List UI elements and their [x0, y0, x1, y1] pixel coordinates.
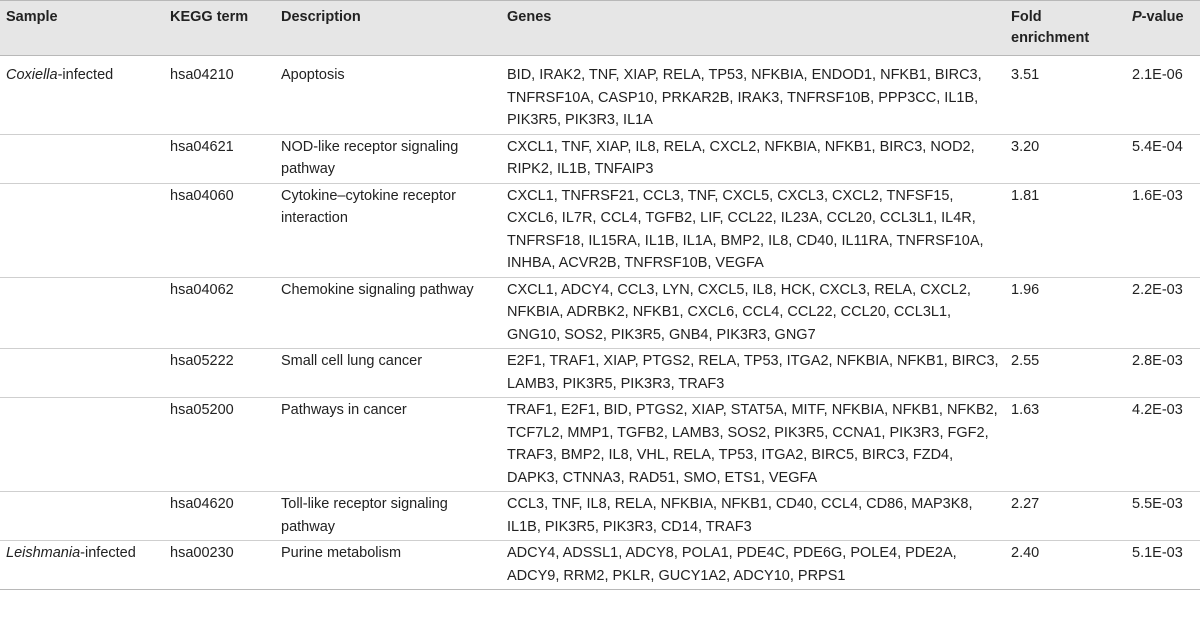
cell-p-value: 2.2E-03 [1132, 281, 1183, 298]
cell-sample [0, 277, 164, 349]
cell-fold-enrichment: 2.55 [1011, 353, 1040, 369]
cell-kegg-term: hsa04620 [170, 496, 234, 512]
cell-p-value: 5.4E-04 [1132, 138, 1183, 155]
table-row [0, 183, 1200, 277]
cell-sample [0, 134, 164, 183]
sample-organism: Leishmania [6, 545, 81, 561]
sample-suffix: -infected [57, 67, 114, 83]
cell-description: Chemokine signaling pathway [281, 281, 474, 298]
header-kegg-term: KEGG term [170, 9, 249, 25]
cell-kegg-term: hsa04060 [170, 187, 234, 204]
cell-description: Cytokine–cytokine receptor interaction [281, 187, 456, 226]
cell-sample [0, 398, 164, 492]
cell-fold-enrichment: 2.40 [1011, 545, 1040, 561]
cell-sample [0, 492, 164, 541]
header-p-letter: P [1132, 9, 1142, 25]
table-row [0, 56, 1200, 135]
cell-kegg-term: hsa04621 [170, 138, 234, 155]
cell-p-value: 2.8E-03 [1132, 353, 1183, 369]
cell-p-value: 1.6E-03 [1132, 187, 1183, 204]
cell-kegg-term: hsa05222 [170, 353, 234, 369]
header-description: Description [281, 9, 361, 25]
cell-sample [0, 541, 164, 590]
cell-p-value: 5.5E-03 [1132, 496, 1183, 512]
table-body [0, 56, 1200, 590]
cell-kegg-term: hsa04210 [170, 67, 234, 83]
table-row [0, 134, 1200, 183]
table-row [0, 492, 1200, 541]
cell-p-value: 5.1E-03 [1132, 545, 1183, 561]
table-row [0, 398, 1200, 492]
cell-genes: CXCL1, TNF, XIAP, IL8, RELA, CXCL2, NFKBIA, NFKB1, BIRC3, NOD2, RIPK2, IL1B, TNFAIP3 [507, 138, 975, 177]
sample-organism: Coxiella [6, 67, 58, 83]
cell-genes: ADCY4, ADSSL1, ADCY8, POLA1, PDE4C, PDE6G, POLE4, PDE2A, ADCY9, RRM2, PKLR, GUCY1A2, ADCY10, PRPS1 [507, 545, 957, 584]
table-header [0, 1, 1200, 56]
cell-genes: TRAF1, E2F1, BID, PTGS2, XIAP, STAT5A, MITF, NFKBIA, NFKB1, NFKB2, TCF7L2, MMP1, TGFB2, LAMB3, SOS2, PIK3R5, CCNA1, PIK3R3, FGF2, TRAF3, BMP2, IL8, VHL, RELA, TP53, ITGA2, BIRC5, BIRC3, FZD4, DAPK3, CTNNA3, RAD51, SMO, ETS1, VEGFA [507, 402, 998, 486]
cell-p-value: 2.1E-06 [1132, 67, 1183, 83]
cell-description: NOD-like receptor signaling pathway [281, 138, 459, 177]
table-row [0, 541, 1200, 590]
cell-fold-enrichment: 2.27 [1011, 496, 1040, 512]
cell-kegg-term: hsa05200 [170, 402, 234, 418]
cell-fold-enrichment: 1.81 [1011, 187, 1040, 204]
cell-genes: CXCL1, TNFRSF21, CCL3, TNF, CXCL5, CXCL3, CXCL2, TNFSF15, CXCL6, IL7R, CCL4, TGFB2, LIF, CCL22, IL23A, CCL20, CCL3L1, IL4R, TNFRSF18, IL15RA, IL1B, IL1A, BMP2, IL8, CD40, IL11RA, TNFRSF10A, INHBA, ACVR2B, TNFRSF10B, VEGFA [507, 187, 984, 271]
cell-sample [0, 349, 164, 398]
cell-sample [0, 183, 164, 277]
cell-fold-enrichment: 1.96 [1011, 281, 1040, 298]
cell-genes: CXCL1, ADCY4, CCL3, LYN, CXCL5, IL8, HCK, CXCL3, RELA, CXCL2, NFKBIA, ADRBK2, NFKB1, CXCL6, CCL4, CCL22, CCL20, CCL3L1, GNG10, SOS2, PIK3R5, GNB4, PIK3R3, GNG7 [507, 281, 971, 343]
cell-description: Toll-like receptor signaling pathway [281, 496, 448, 535]
cell-p-value: 4.2E-03 [1132, 402, 1183, 418]
cell-genes: BID, IRAK2, TNF, XIAP, RELA, TP53, NFKBIA, ENDOD1, NFKB1, BIRC3, TNFRSF10A, CASP10, PRKAR2B, IRAK3, TNFRSF10B, PPP3CC, IL1B, PIK3R5, PIK3R3, IL1A [507, 67, 982, 128]
sample-suffix: -infected [80, 545, 136, 561]
cell-description: Apoptosis [281, 67, 345, 83]
cell-fold-enrichment: 3.51 [1011, 67, 1040, 83]
cell-description: Small cell lung cancer [281, 353, 423, 369]
cell-kegg-term: hsa04062 [170, 281, 234, 298]
table-row [0, 349, 1200, 398]
header-p-value [1126, 1, 1200, 56]
cell-genes: E2F1, TRAF1, XIAP, PTGS2, RELA, TP53, ITGA2, NFKBIA, NFKB1, BIRC3, LAMB3, PIK3R5, PIK3R3, TRAF3 [507, 353, 999, 392]
header-p-rest: -value [1141, 9, 1184, 25]
table-row [0, 277, 1200, 349]
cell-genes: CCL3, TNF, IL8, RELA, NFKBIA, NFKB1, CD40, CCL4, CD86, MAP3K8, IL1B, PIK3R5, PIK3R3, CD14, TRAF3 [507, 496, 973, 535]
cell-fold-enrichment: 1.63 [1011, 402, 1040, 418]
cell-kegg-term: hsa00230 [170, 545, 234, 561]
header-sample: Sample [6, 9, 58, 25]
cell-description: Purine metabolism [281, 545, 402, 561]
header-fold-enrichment: Fold enrichment [1011, 9, 1090, 46]
cell-sample [0, 56, 164, 135]
cell-fold-enrichment: 3.20 [1011, 138, 1040, 155]
header-genes: Genes [507, 9, 552, 25]
cell-description: Pathways in cancer [281, 402, 407, 418]
